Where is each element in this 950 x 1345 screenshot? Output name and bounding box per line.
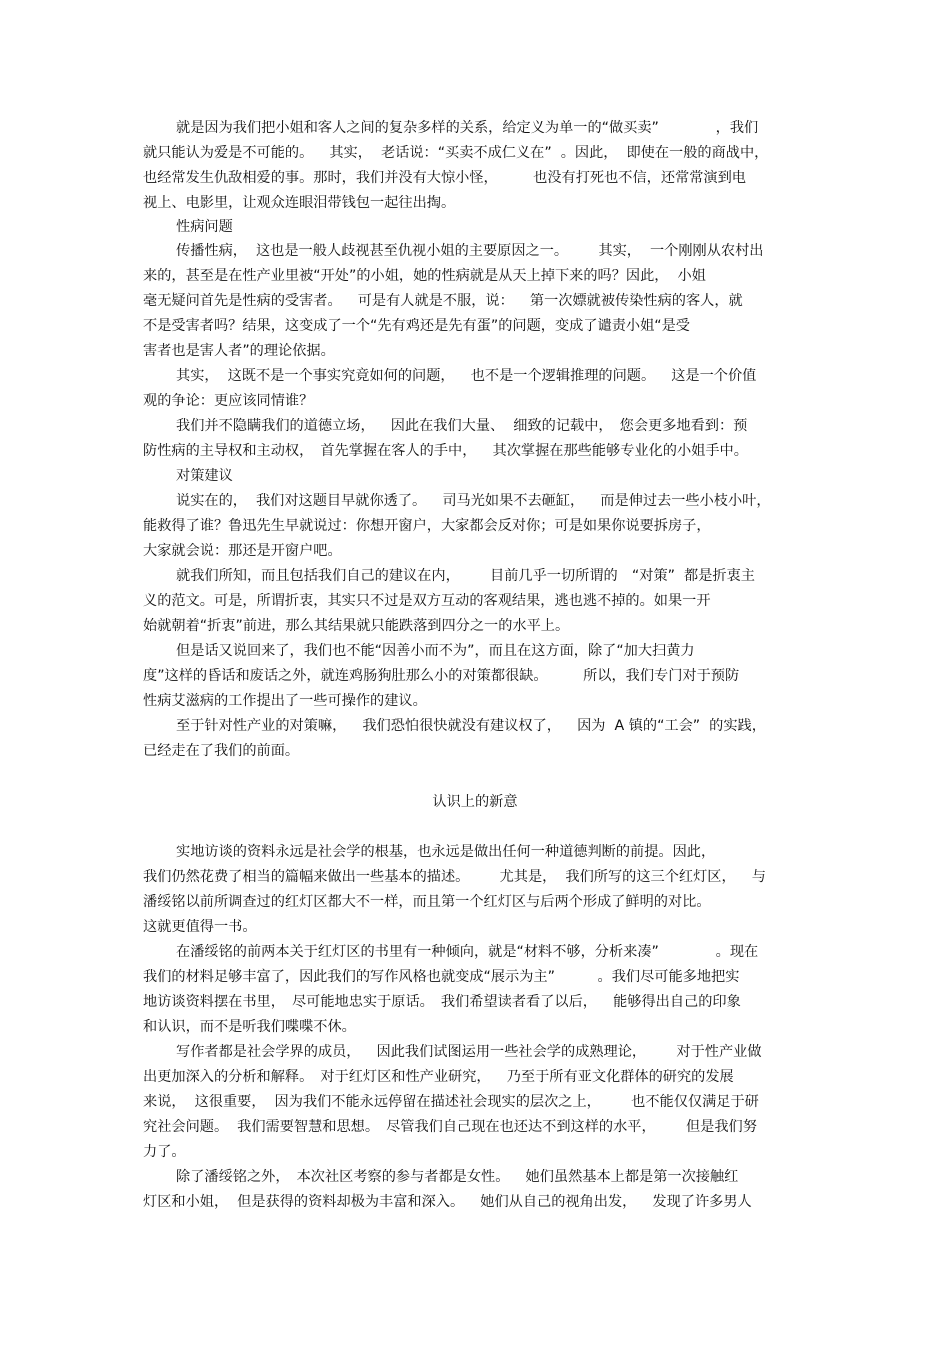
paragraph-line: 至于针对性产业的对策嘛， 我们恐怕很快就没有建议权了， 因为 A 镇的“工会” 的实践， (176, 718, 766, 734)
paragraph-line: 就我们所知，而且包括我们自己的建议在内， 目前几乎一切所谓的 “对策” 都是折衷主 (176, 568, 755, 584)
paragraph-line: 义的范文。可是，所谓折衷，其实只不过是双方互动的客观结果，逃也逃不掉的。如果一开 (143, 593, 711, 609)
paragraph-line: 究社会问题。 我们需要智慧和思想。 尽管我们自己现在也还达不到这样的水平， 但是我们努 (143, 1119, 757, 1135)
paragraph-line: 我们仍然花费了相当的篇幅来做出一些基本的描述。 尤其是， 我们所写的这三个红灯区， 与 (143, 869, 766, 885)
paragraph-line: 就是因为我们把小姐和客人之间的复杂多样的关系，给定义为单一的“做买卖” ，我们 (176, 120, 759, 136)
paragraph-line: 防性病的主导权和主动权， 首先掌握在客人的手中， 其次掌握在那些能够专业化的小姐手中。 (143, 443, 748, 459)
paragraph-line: 已经走在了我们的前面。 (143, 743, 300, 759)
paragraph-line: 也经常发生仇敌相爱的事。那时，我们并没有大惊小怪， 也没有打死也不信，还常常演到电 (143, 170, 746, 186)
paragraph-line: 我们的材料足够丰富了，因此我们的写作风格也就变成“展示为主” 。我们尽可能多地把实 (143, 969, 740, 985)
paragraph-line: 能救得了谁？鲁迅先生早就说过：你想开窗户，大家都会反对你；可是如果你说要拆房子， (143, 518, 711, 534)
paragraph-line: 害者也是害人者”的理论依据。 (143, 343, 335, 359)
paragraph-line: 和认识，而不是听我们喋喋不休。 (143, 1019, 356, 1035)
paragraph-line: 来说， 这很重要， 因为我们不能永远停留在描述社会现实的层次之上， 也不能仅仅满足于研 (143, 1094, 759, 1110)
paragraph-line: 地访谈资料摆在书里， 尽可能地忠实于原话。 我们希望读者看了以后， 能够得出自己的印象 (143, 994, 741, 1010)
paragraph-line: 始就朝着“折衷”前进，那么其结果就只能跌落到四分之一的水平上。 (143, 618, 570, 634)
section-heading-disease: 性病问题 (176, 219, 233, 235)
paragraph-line: 不是受害者吗？结果，这变成了一个“先有鸡还是先有蛋”的问题，变成了谴责小姐“是受 (143, 318, 690, 334)
section-title: 认识上的新意 (432, 794, 518, 810)
paragraph-line: 就只能认为爱是不可能的。 其实， 老话说：“买卖不成仁义在” 。因此， 即使在一般的商战中， (143, 145, 769, 161)
paragraph-line: 力了。 (143, 1144, 186, 1160)
paragraph-line: 出更加深入的分析和解释。 对于红灯区和性产业研究， 乃至于所有亚文化群体的研究的发展 (143, 1069, 734, 1085)
paragraph-line: 但是话又说回来了，我们也不能“因善小而不为”，而且在这方面，除了“加大扫黄力 (176, 643, 695, 659)
paragraph-line: 性病艾滋病的工作提出了一些可操作的建议。 (143, 693, 427, 709)
paragraph-line: 度”这样的昏话和废话之外，就连鸡肠狗肚那么小的对策都很缺。 所以，我们专门对于预防 (143, 668, 740, 684)
paragraph-line: 传播性病， 这也是一般人歧视甚至仇视小姐的主要原因之一。 其实， 一个刚刚从农村出 (176, 243, 764, 259)
paragraph-line: 观的争论：更应该同情谁？ (143, 393, 314, 409)
paragraph-line: 实地访谈的资料永远是社会学的根基，也永远是做出任何一种道德判断的前提。因此， (176, 844, 716, 860)
paragraph-line: 灯区和小姐， 但是获得的资料却极为丰富和深入。 她们从自己的视角出发， 发现了许多男人 (143, 1194, 752, 1210)
paragraph-line: 大家就会说：那还是开窗户吧。 (143, 543, 342, 559)
paragraph-line: 除了潘绥铭之外， 本次社区考察的参与者都是女性。 她们虽然基本上都是第一次接触红 (176, 1169, 739, 1185)
section-heading-policy: 对策建议 (176, 468, 233, 484)
paragraph-line: 潘绥铭以前所调查过的红灯区都大不一样，而且第一个红灯区与后两个形成了鲜明的对比。 (143, 894, 711, 910)
paragraph-line: 毫无疑问首先是性病的受害者。 可是有人就是不服，说： 第一次嫖就被传染性病的客人，就 (143, 293, 743, 309)
paragraph-line: 其实， 这既不是一个事实究竟如何的问题， 也不是一个逻辑推理的问题。 这是一个价值 (176, 368, 757, 384)
paragraph-line: 这就更值得一书。 (143, 919, 257, 935)
paragraph-line: 说实在的， 我们对这题目早就你透了。 司马光如果不去砸缸， 而是伸过去一些小枝小叶， (176, 493, 771, 509)
paragraph-line: 我们并不隐瞒我们的道德立场， 因此在我们大量、 细致的记载中， 您会更多地看到：预 (176, 418, 748, 434)
paragraph-line: 来的，甚至是在性产业里被“开处”的小姐，她的性病就是从天上掉下来的吗？因此， 小姐 (143, 268, 706, 284)
paragraph-line: 在潘绥铭的前两本关于红灯区的书里有一种倾向，就是“材料不够，分析来凑” 。现在 (176, 944, 759, 960)
paragraph-line: 写作者都是社会学界的成员， 因此我们试图运用一些社会学的成熟理论， 对于性产业做 (176, 1044, 762, 1060)
paragraph-line: 视上、电影里，让观众连眼泪带钱包一起往出掏。 (143, 195, 456, 211)
